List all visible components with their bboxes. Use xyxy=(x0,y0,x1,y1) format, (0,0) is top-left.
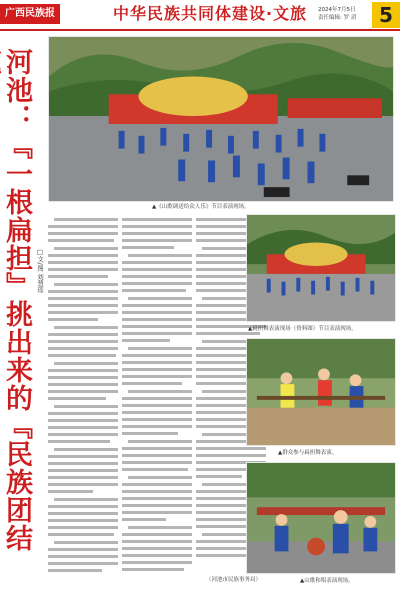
text-column-2 xyxy=(122,216,192,576)
article-byline: □文/图 刘慧瑶 xyxy=(36,248,44,293)
issue-date: 2024年7月5日 xyxy=(318,7,356,13)
issue-meta xyxy=(318,6,368,22)
header-rule xyxy=(0,29,400,31)
right-photo-1-caption: ▲扁担舞表演现场（资料图）节目表演现场。 xyxy=(248,326,357,332)
top-photo-caption: ▲《山歌调送给众人乐》节目表演现场。 xyxy=(152,204,250,210)
page-header xyxy=(0,0,400,30)
text-column-1 xyxy=(48,216,118,576)
top-photo xyxy=(48,36,394,202)
right-photo-3 xyxy=(246,462,396,574)
article-headline: 河池：『一根扁担』挑出来的『民族团结 xyxy=(1,48,32,552)
page-number: 5 xyxy=(372,2,400,28)
right-photo-1 xyxy=(246,214,396,322)
right-photo-2-caption: ▲群众参与扁担舞表演。 xyxy=(278,450,338,456)
editor-line: 责任编辑: 罗 滔 xyxy=(318,15,357,21)
right-photo-3-caption: ▲山歌和唱表演现场。 xyxy=(300,578,354,584)
article-source: （河池市民族事务局） xyxy=(206,577,262,583)
masthead: 广西民族报 xyxy=(0,4,60,24)
right-photo-2 xyxy=(246,338,396,446)
section-title: 中华民族共同体建设·文旅 xyxy=(112,4,308,23)
